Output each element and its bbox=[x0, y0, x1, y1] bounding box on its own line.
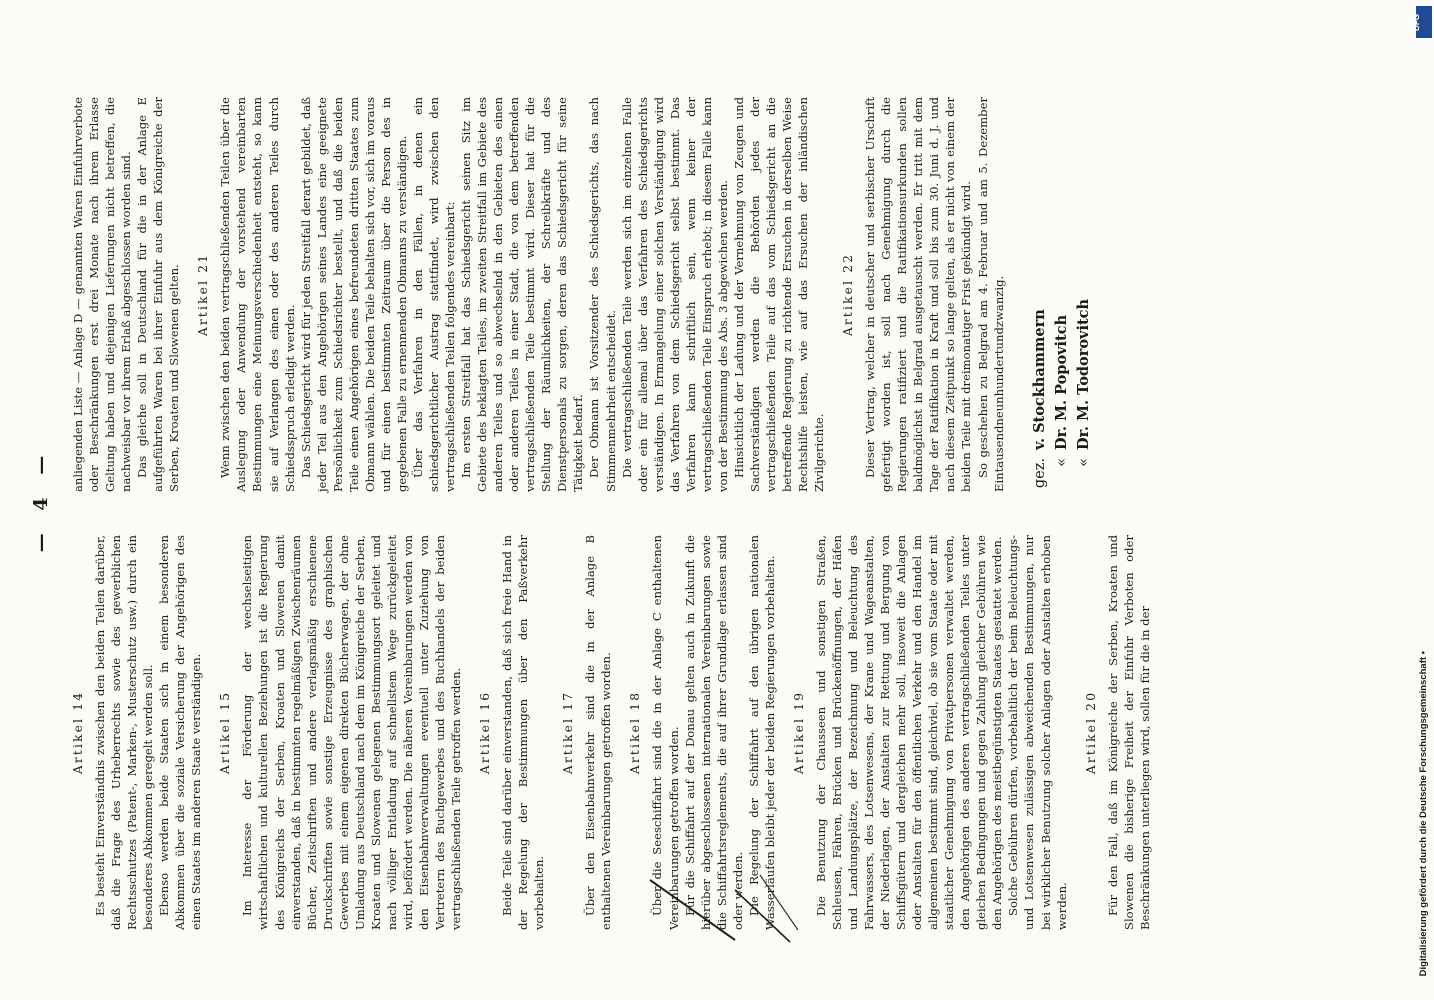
paragraph: Dieser Vertrag, welcher in deutscher und serbischer Urschrift gefertigt worden ist, soll nach Genehmigung durch die Regierungen ratifiziert und die Ratifikationsurkunden sollen baldmöglichst in Belgrad ausgetauscht werden. Er tritt mit dem Tage der Ratifikation in Kraft und soll bis zum 30. Juni d. J. und nach diesem Zeitpunkt so lange gelten, als er nicht von einem der beiden Teile mit dreimonatiger Frist gekündigt wird. bbox=[863, 97, 974, 492]
paragraph: Der Obmann ist Vorsitzender des Schiedsgerichts, das nach Stimmenmehrheit entscheidet. bbox=[587, 97, 618, 492]
paragraph: Im ersten Streitfall hat das Schiedsgericht seinen Sitz im Gebiete des beklagten Teiles, im zweiten Streitfall im Gebiete des anderen Teiles und so abwechselnd in den Gebieten des einen oder anderen Teiles in einer Stadt, die von dem betreffenden vertragschließenden Teile bestimmt wird. Dieser hat für die Stellung der Räumlichkeiten, der Schreibkräfte und des Dienstpersonals zu sorgen, deren das Schiedsgericht für seine Tätigkeit bedarf. bbox=[459, 97, 586, 492]
paragraph: Die Regelung der Schiffahrt auf den übrigen nationalen Wasserläufen bleibt jeder der beiden Regierungen vorbehalten. bbox=[746, 535, 777, 930]
article-heading: Artikel 17 bbox=[561, 690, 576, 775]
signatory-name: v. Stockhammern bbox=[1030, 309, 1048, 450]
paragraph: Über den Eisenbahnverkehr sind die in der Anlage B enthaltenen Vereinbarungen getroffen worden. bbox=[583, 535, 614, 930]
paragraph: Über die Seeschiffahrt sind die in der Anlage C enthaltenen Vereinbarungen getroffen worden. bbox=[650, 535, 681, 930]
digitization-credit-text: Digitalisierung gefördert durch die Deutsche Forschungsgemeinschaft • bbox=[1418, 650, 1429, 976]
paragraph: Solche Gebühren dürfen, vorbehaltlich der beim Beleuchtungs- und Lotsenwesen zulässigen abweichenden Bestimmungen, nur bei wirklicher Benutzung solcher Anlagen oder Anstalten erhoben werden. bbox=[1006, 535, 1069, 930]
paragraph: Das Schiedsgericht wird für jeden Streitfall derart gebildet, daß jeder Teil aus den Angehörigen seines Landes eine geeignete Persönlichkeit zum Schiedsrichter bestellt, und daß die beiden Teile einen Angehörigen eines befreundeten dritten Staates zum Obmann wählen. Die beiden Teile behalten sich vor, sich im voraus und für einen bestimmten Zeitraum über die Person des in gegebenen Falle zu ernennenden Obmanns zu verständigen. bbox=[298, 97, 409, 492]
signature-prefix: gez. bbox=[1031, 458, 1048, 489]
paragraph: Die vertragschließenden Teile werden sich im einzelnen Falle oder ein für allemal über das Verfahren des Schiedsgerichts verständigen. In Ermangelung einer solchen Verständigung wird das Verfahren von dem Schiedsgericht selbst bestimmt. Das Verfahren kann schriftlich sein, wenn keiner der vertragschließenden Teile Einspruch erhebt; in diesem Falle kann von der Bestimmung des Abs. 3 abgewichen werden. bbox=[619, 97, 730, 492]
paragraph: Über das Verfahren in den Fällen, in denen ein schiedsgerichtlicher Austrag stattfindet, wird zwischen den vertragschließenden Teilen folgendes vereinbart: bbox=[410, 97, 458, 492]
signatory-name: Dr. M. Popovitch bbox=[1052, 314, 1070, 450]
paragraph: Wenn zwischen den beiden vertragschließenden Teilen über die Auslegung oder Anwendung der vorstehend vereinbarten Bestimmungen eine Meinungsverschiedenheit entsteht, so kann sie auf Verlangen des einen oder des anderen Teiles durch Schiedsspruch erledigt werden. bbox=[218, 97, 297, 492]
signature-line bbox=[1051, 97, 1073, 492]
signature-block bbox=[1029, 97, 1095, 492]
signature-line bbox=[1073, 97, 1095, 492]
pencil-margin-marks bbox=[640, 870, 800, 950]
signatory-name: Dr. M. Todorovitch bbox=[1074, 298, 1092, 450]
paragraph: Für den Fall, daß im Königreiche der Serben, Kroaten und Slowenen die bisherige Freiheit der Einfuhr Verboten oder Beschränkungen unterliegen wird, sollen für die in der bbox=[1105, 535, 1152, 930]
paragraph: Das gleiche soll in Deutschland für die in der Anlage E aufgeführten Waren bei ihrer Einfuhr aus dem Königreiche der Serben, Kroaten und Slowenen gelten. bbox=[135, 97, 182, 492]
left-column bbox=[70, 535, 1153, 930]
paragraph: Es besteht Einverständnis zwischen den beiden Teilen darüber, daß die Frage des Urheberrechts sowie des gewerblichen Rechtsschutzes (Patent-, Marken-, Musterschutz usw.) durch ein besonderes Abkommen geregelt werden soll. bbox=[93, 535, 156, 930]
signature-prefix: « bbox=[1053, 458, 1070, 467]
right-column bbox=[70, 97, 1095, 492]
article-heading: Artikel 21 bbox=[196, 252, 211, 337]
paragraph: Für die Schiffahrt auf der Donau gelten auch in Zukunft die hierüber abgeschlossenen internationalen Vereinbarungen sowie die Schiffahrtsreglements, die auf ihrer Grundlage erlassen sind oder werden. bbox=[682, 535, 745, 930]
dfg-logo bbox=[1411, 6, 1432, 38]
dfg-logo-text: DFG bbox=[1411, 14, 1421, 31]
article-heading: Artikel 16 bbox=[478, 690, 493, 775]
paragraph: Die Benutzung der Chausseen und sonstigen Straßen, Schleusen, Fähren, Brücken und Brückenöffnungen, der Häfen und Landungsplätze, der Bezeichnung und Beleuchtung des Fahrwassers, des Lotsenwesens, der Krane und Wageanstalten, der Niederlagen, der Anstalten zur Rettung und Bergung von Schiffsgütern und dergleichen mehr soll, insoweit die Anlagen oder Anstalten für den öffentlichen Verkehr und den Handel im allgemeinen bestimmt sind, gleichviel, ob sie vom Staate oder mit staatlicher Genehmigung von Privatpersonen verwaltet werden, den Angehörigen des anderen vertragschließenden Teiles unter gleichen Bedingungen und gegen Zahlung gleicher Gebühren wie den Angehörigen des meistbegünstigten Staates gestattet werden. bbox=[813, 535, 1005, 930]
article-heading: Artikel 20 bbox=[1083, 690, 1098, 775]
article-heading: Artikel 18 bbox=[628, 690, 643, 775]
article-heading: Artikel 22 bbox=[841, 252, 856, 337]
signature-line bbox=[1029, 97, 1051, 492]
article-heading: Artikel 14 bbox=[71, 690, 85, 775]
paragraph: Ebenso werden beide Staaten sich in einem besonderen Abkommen über die soziale Versicherung der Angehörigen des einen Staates im anderen Staate verständigen. bbox=[157, 535, 204, 930]
paragraph: Beide Teile sind darüber einverstanden, daß sich freie Hand in der Regelung der Bestimmungen über den Paßverkehr vorbehalten. bbox=[500, 535, 547, 930]
page-number: — 4 — bbox=[30, 447, 52, 553]
signature-prefix: « bbox=[1075, 458, 1092, 467]
digitization-credit bbox=[1412, 0, 1434, 1000]
article-heading: Artikel 15 bbox=[218, 690, 233, 775]
paragraph: Hinsichtlich der Ladung und der Vernehmung von Zeugen und Sachverständigen werden die Behörden jedes der vertragschließenden Teile auf das vom Schiedsgericht an die betreffende Regierung zu richtende Ersuchen in derselben Weise Rechtshilfe leisten, wie auf das Ersuchen der inländischen Zivilgerichte. bbox=[731, 97, 827, 492]
article-heading: Artikel 19 bbox=[791, 690, 806, 775]
paragraph: So geschehen zu Belgrad am 4. Februar und am 5. Dezember Eintausendneunhundertundzwanzig. bbox=[975, 97, 1006, 492]
paragraph: anliegenden Liste — Anlage D — genannten Waren Einfuhrverbote oder Beschränkungen erst drei Monate nach ihrem Erlasse Geltung haben und diejenigen Lieferungen nicht betreffen, die nachweisbar vor ihrem Erlaß abgeschlossen worden sind. bbox=[71, 97, 134, 492]
paragraph: Im Interesse der Förderung der wechselseitigen wirtschaftlichen und kulturellen Beziehungen ist die Regierung des Königreichs der Serben, Kroaten und Slowenen damit einverstanden, daß in bestimmten regelmäßigen Zwischenräumen Bücher, Zeitschriften und andere verlagsmäßig erschienene Druckschriften sowie sonstige Erzeugnisse des graphischen Gewerbes mit einem eigenen direkten Bücherwagen, der ohne Umladung aus Deutschland nach dem im Königreiche der Serben, Kroaten und Slowenen gelegenen Bestimmungsort geleitet und nach völliger Entladung auf schnellstem Wege zurückgeleitet wird, befördert werden. Die näheren Vereinbarungen werden von den Eisenbahnverwaltungen eventuell unter Zuziehung von Vertretern des Buchgewerbes und des Buchhandels der beiden vertragschließenden Teile getroffen werden. bbox=[240, 535, 464, 930]
